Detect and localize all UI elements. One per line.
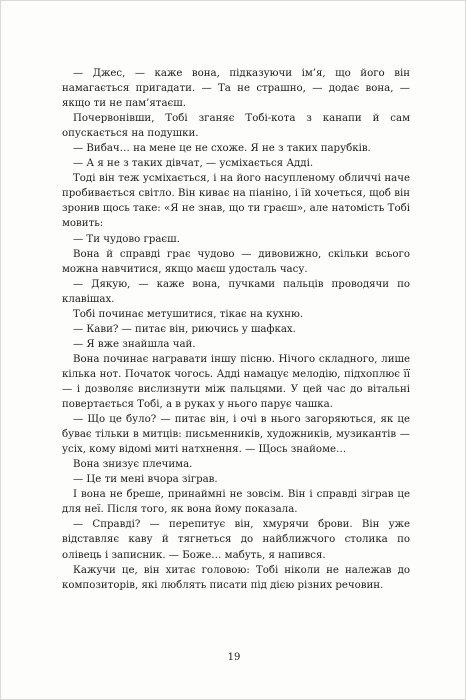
paragraph: Вона знизує плечима.	[73, 459, 193, 471]
paragraph: — Дякую, — каже вона, пучками пальців проводячи по клавішах.	[62, 278, 410, 305]
paragraph: Почервонівши, Тобі зганяє Тобі-кота з канапи й сам опускається на подушки.	[62, 113, 410, 140]
paragraph: — Що це було? — питає він, і очі в нього загоряються, як це буває тільки в митців: письменників, художників, музикантів — усіх, кому відомі миті натхнення. — Щось знайоме…	[62, 414, 410, 456]
paragraph: Тобі починає метушитися, тікає на кухню.	[73, 308, 304, 320]
paragraph: — Ти чудово граєш.	[73, 233, 180, 245]
paragraph: — Вибач… на мене це не схоже. Я не з таких парубків.	[73, 143, 371, 155]
page-number: 19	[227, 652, 241, 663]
paragraph: Вона й справді грає чудово — дивовижно, скільки всього можна навчитися, якщо маєш удосталь часу.	[62, 248, 410, 275]
paragraph: — Справді? — перепитує він, хмурячи брови. Він уже відставляє каву й тягнеться до найближчого столика по олівець і записник. — Боже… мабуть, я напився.	[62, 519, 410, 561]
paragraph: — А я не з таких дівчат, — усміхається Адді.	[73, 158, 314, 170]
paragraph: І вона не бреше, принаймні не зовсім. Він і справді зіграв це для неї. Після того, як вона йому показала.	[62, 489, 410, 516]
paragraph: Вона починає награвати іншу пісню. Нічого складного, лише кілька нот. Початок чогось. Адді намацує мелодію, підхоплює її — і дозволяє вислизнути між пальцями. У цей час до вітальні повертається Тобі, а в руках у нього парує чашка.	[62, 353, 410, 411]
paragraph: — Я вже знайшла чай.	[73, 338, 196, 350]
paragraph: Тоді він теж усміхається, і на його насупленому обличчі наче пробивається світло. Він киває на піаніно, і їй хочеться, щоб він зронив щось таке: «Я не знав, що ти граєш», але натомість Тобі мовить:	[62, 173, 410, 230]
paragraph: — Джес, — каже вона, підказуючи ім’я, що його він намагається пригадати. — Та не страшно, — додає вона, — якщо ти не пам’ятаєш.	[62, 68, 410, 110]
paragraph: — Кави? — питає він, риючись у шафках.	[73, 323, 296, 335]
paragraph: — Це ти мені вчора зіграв.	[73, 474, 218, 486]
paragraph: Кажучи це, він хитає головою: Тобі ніколи не належав до композиторів, які люблять писати під дією різних речовин.	[62, 564, 410, 591]
body-text	[62, 66, 410, 593]
